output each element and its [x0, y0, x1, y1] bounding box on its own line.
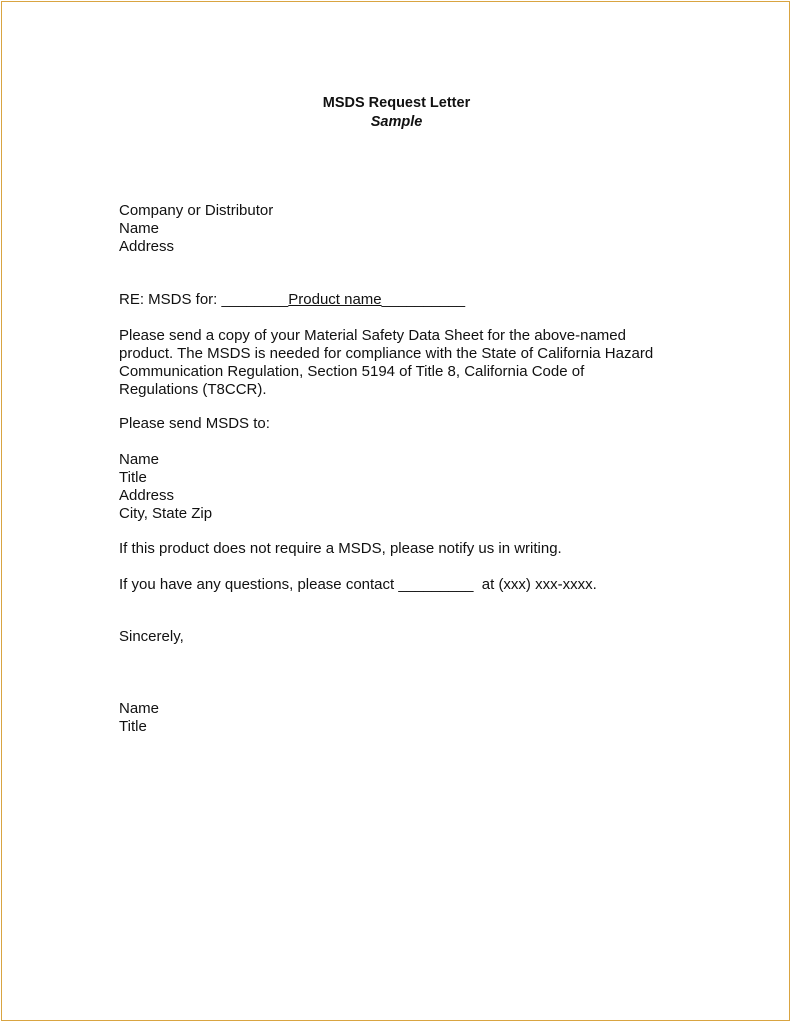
signature-name: Name	[119, 700, 160, 717]
letter-title: MSDS Request Letter	[322, 95, 471, 111]
letter-subtitle: Sample	[370, 114, 423, 130]
send-to-address: Address	[119, 487, 175, 504]
re-line	[119, 291, 465, 309]
send-to-city-state-zip: City, State Zip	[119, 505, 213, 522]
notify-line: If this product does not require a MSDS, please notify us in writing.	[119, 540, 562, 557]
recipient-address: Address	[119, 238, 175, 255]
send-to-title: Title	[119, 469, 147, 486]
body-line: Regulations (T8CCR).	[119, 381, 267, 398]
closing: Sincerely,	[119, 628, 184, 645]
contact-line: If you have any questions, please contact _________ at (xxx) xxx-xxxx.	[119, 576, 597, 593]
send-to-name: Name	[119, 451, 160, 468]
recipient-name: Name	[119, 220, 160, 237]
send-to-label: Please send MSDS to:	[119, 415, 270, 432]
re-suffix: __________	[381, 291, 466, 308]
signature-title: Title	[119, 718, 147, 735]
body-line: Please send a copy of your Material Safety Data Sheet for the above-named	[119, 327, 626, 344]
body-line: product. The MSDS is needed for compliance with the State of California Hazard	[119, 345, 654, 362]
recipient-company: Company or Distributor	[119, 202, 274, 219]
product-name-field: Product name	[288, 291, 382, 308]
re-prefix: RE: MSDS for: ________	[119, 291, 289, 308]
body-line: Communication Regulation, Section 5194 of Title 8, California Code of	[119, 363, 585, 380]
